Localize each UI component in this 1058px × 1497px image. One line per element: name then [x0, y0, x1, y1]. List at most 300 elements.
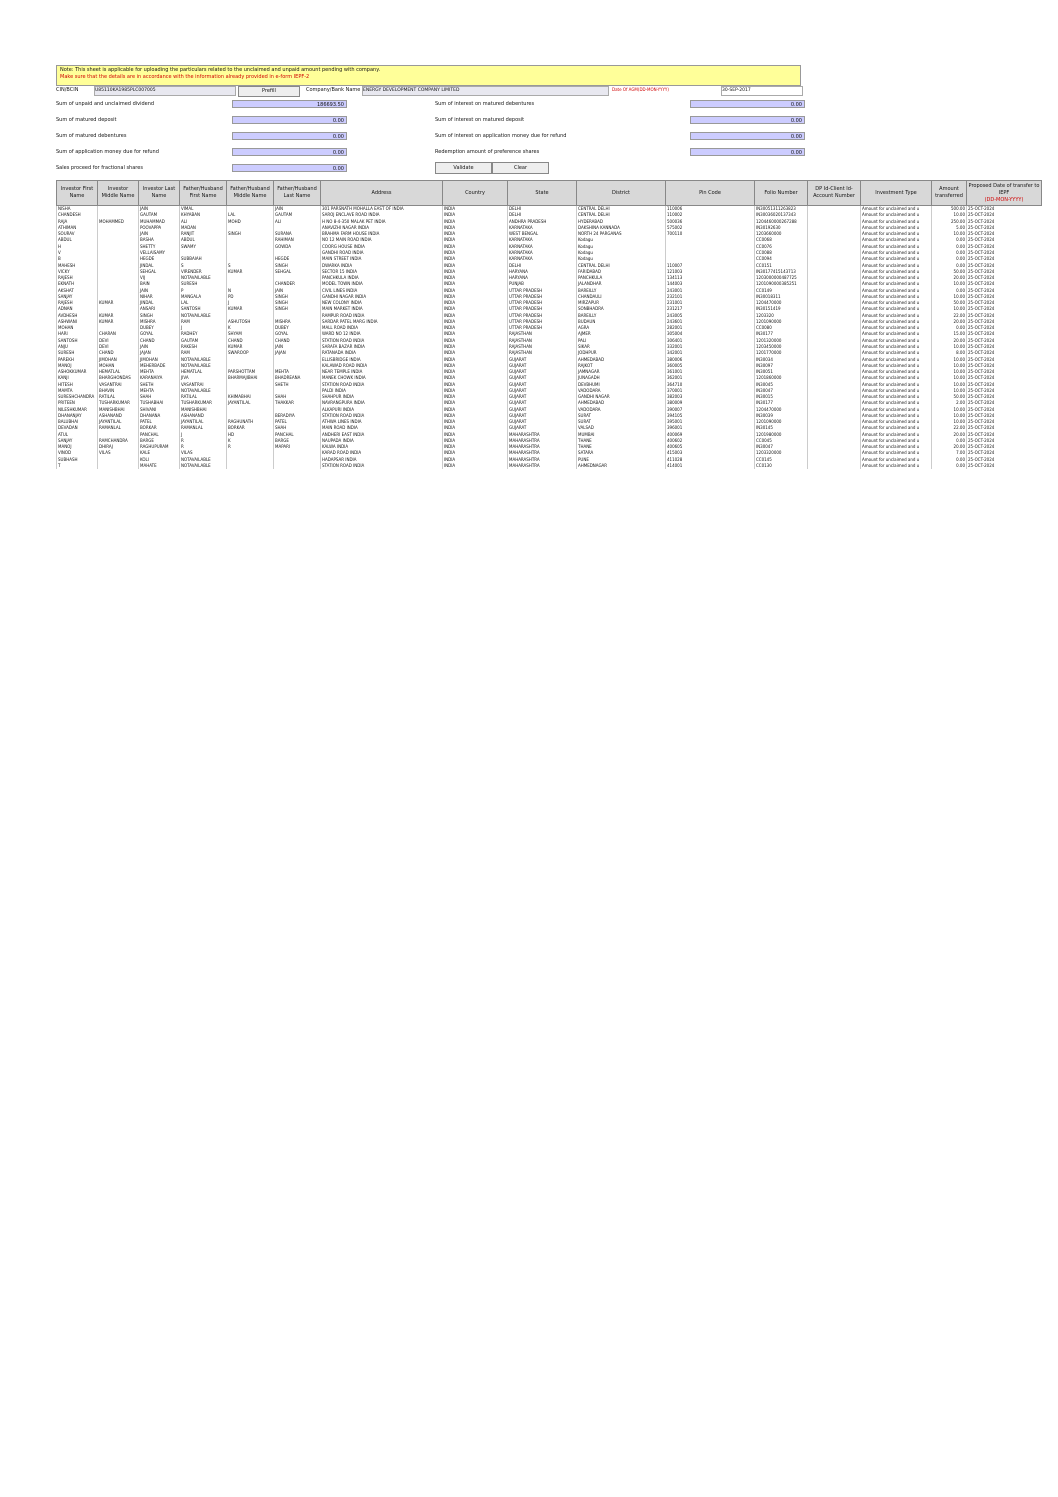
- table-cell[interactable]: KUMAR: [98, 319, 139, 325]
- unpaid-dividend-field[interactable]: 186693.50: [232, 100, 347, 108]
- table-cell[interactable]: PUNE: [577, 457, 666, 463]
- table-cell[interactable]: 25-OCT-2024: [967, 413, 1042, 419]
- table-cell[interactable]: 10.00: [932, 407, 967, 413]
- table-cell[interactable]: 50.00: [932, 394, 967, 400]
- table-cell[interactable]: MANISHBHAI: [98, 407, 139, 413]
- interest-debentures-field[interactable]: 0.00: [690, 100, 805, 108]
- table-cell[interactable]: 25-OCT-2024: [967, 313, 1042, 319]
- table-cell[interactable]: HARI: [57, 331, 98, 337]
- table-cell[interactable]: NOTAVAILABLE: [180, 457, 227, 463]
- table-cell[interactable]: DELHI: [508, 262, 577, 268]
- table-cell[interactable]: 25-OCT-2024: [967, 444, 1042, 450]
- table-cell[interactable]: BASHA: [139, 237, 180, 243]
- table-cell[interactable]: SURANA: [274, 231, 321, 237]
- table-cell[interactable]: MIRZAPUR: [577, 300, 666, 306]
- table-cell[interactable]: KUMAR: [98, 300, 139, 306]
- table-cell[interactable]: HEMATLAL: [98, 369, 139, 375]
- table-cell[interactable]: 25-OCT-2024: [967, 450, 1042, 456]
- table-cell[interactable]: 400602: [666, 438, 755, 444]
- table-cell[interactable]: VALSAD: [577, 425, 666, 431]
- table-cell[interactable]: CHANDESH: [57, 212, 98, 218]
- table-cell[interactable]: 1204460000267288: [755, 219, 808, 225]
- table-cell[interactable]: ATUL: [57, 432, 98, 438]
- table-cell[interactable]: RAJASTHAN: [508, 338, 577, 344]
- table-cell[interactable]: Amount for unclaimed and u: [861, 388, 932, 394]
- table-cell[interactable]: VELLAISAMY: [139, 250, 180, 256]
- table-cell[interactable]: 1203660000: [755, 231, 808, 237]
- table-cell[interactable]: 25-OCT-2024: [967, 300, 1042, 306]
- table-cell[interactable]: CC0068: [755, 237, 808, 243]
- table-cell[interactable]: SANTOSH: [57, 338, 98, 344]
- table-cell[interactable]: NOTAVAILABLE: [180, 275, 227, 281]
- table-cell[interactable]: 382003: [666, 394, 755, 400]
- table-cell[interactable]: MANGALA: [180, 294, 227, 300]
- table-cell[interactable]: CHAND: [274, 338, 321, 344]
- table-cell[interactable]: DWARKA INDIA: [321, 262, 443, 268]
- interest-deposit-field[interactable]: 0.00: [690, 116, 805, 124]
- table-cell[interactable]: Amount for unclaimed and u: [861, 219, 932, 225]
- table-cell[interactable]: 0.00: [932, 287, 967, 293]
- table-cell[interactable]: 25-OCT-2024: [967, 432, 1042, 438]
- table-cell[interactable]: UTTAR PRADESH: [508, 294, 577, 300]
- table-cell[interactable]: STATION ROAD INDIA: [321, 381, 443, 387]
- table-cell[interactable]: MEHTA: [139, 388, 180, 394]
- table-cell[interactable]: 25-OCT-2024: [967, 262, 1042, 268]
- table-cell[interactable]: IN30177415143713: [755, 269, 808, 275]
- table-cell[interactable]: HYDERABAD: [577, 219, 666, 225]
- table-cell[interactable]: NOTAVAILABLE: [180, 313, 227, 319]
- table-cell[interactable]: SHETTY: [139, 244, 180, 250]
- matured-deposit-field[interactable]: 0.00: [232, 116, 347, 124]
- table-cell[interactable]: 110007: [666, 262, 755, 268]
- table-cell[interactable]: [98, 206, 139, 213]
- table-cell[interactable]: RAJESH: [57, 275, 98, 281]
- table-cell[interactable]: BRAHMA FARM HOUSE INDIA: [321, 231, 443, 237]
- table-cell[interactable]: VADODARA: [577, 388, 666, 394]
- table-cell[interactable]: B: [57, 256, 98, 262]
- table-cell[interactable]: NISHA: [57, 206, 98, 213]
- table-cell[interactable]: INDIA: [443, 344, 508, 350]
- table-cell[interactable]: SARDAR PATEL MARG INDIA: [321, 319, 443, 325]
- table-cell[interactable]: 25-OCT-2024: [967, 219, 1042, 225]
- table-cell[interactable]: 10.00: [932, 306, 967, 312]
- table-cell[interactable]: Amount for unclaimed and u: [861, 287, 932, 293]
- table-cell[interactable]: IN30177: [755, 400, 808, 406]
- table-cell[interactable]: KALE: [139, 450, 180, 456]
- agm-date-field[interactable]: 30-SEP-2017: [721, 86, 803, 96]
- table-cell[interactable]: SINGH: [227, 231, 274, 237]
- table-cell[interactable]: 1204470000: [755, 300, 808, 306]
- table-cell[interactable]: N: [227, 287, 274, 293]
- table-cell[interactable]: HARYANA: [508, 269, 577, 275]
- table-cell[interactable]: SHYAM: [227, 331, 274, 337]
- table-cell[interactable]: BARGE: [139, 438, 180, 444]
- table-cell[interactable]: SANJAY: [57, 438, 98, 444]
- table-cell[interactable]: SHETH: [139, 381, 180, 387]
- table-cell[interactable]: HITESH: [57, 381, 98, 387]
- table-cell[interactable]: THANE: [577, 438, 666, 444]
- table-cell[interactable]: STATION ROAD INDIA: [321, 338, 443, 344]
- table-cell[interactable]: 10.00: [932, 381, 967, 387]
- table-cell[interactable]: SHAH: [274, 425, 321, 431]
- table-cell[interactable]: INDIA: [443, 262, 508, 268]
- table-cell[interactable]: JAIN: [139, 231, 180, 237]
- table-cell[interactable]: 5.00: [932, 225, 967, 231]
- table-cell[interactable]: PAREKH: [57, 356, 98, 362]
- table-cell[interactable]: ELLISBRIDGE INDIA: [321, 356, 443, 362]
- table-cell[interactable]: NEW COLONY INDIA: [321, 300, 443, 306]
- table-cell[interactable]: SHIVANI: [139, 407, 180, 413]
- table-cell[interactable]: CC0080: [755, 325, 808, 331]
- table-cell[interactable]: Amount for unclaimed and u: [861, 256, 932, 262]
- table-cell[interactable]: 25-OCT-2024: [967, 419, 1042, 425]
- table-cell[interactable]: Amount for unclaimed and u: [861, 356, 932, 362]
- table-cell[interactable]: INDIA: [443, 269, 508, 275]
- table-cell[interactable]: STATION ROAD INDIA: [321, 463, 443, 469]
- table-cell[interactable]: 0.00: [932, 262, 967, 268]
- matured-debentures-field[interactable]: 0.00: [232, 132, 347, 140]
- table-cell[interactable]: INDIA: [443, 363, 508, 369]
- table-cell[interactable]: 700110: [666, 231, 755, 237]
- table-cell[interactable]: 25-OCT-2024: [967, 206, 1042, 213]
- table-cell[interactable]: AHMEDNAGAR: [577, 463, 666, 469]
- table-cell[interactable]: KOLI: [139, 457, 180, 463]
- table-cell[interactable]: SWAMY: [180, 244, 227, 250]
- table-cell[interactable]: IN30034: [755, 356, 808, 362]
- table-cell[interactable]: 25-OCT-2024: [967, 281, 1042, 287]
- table-cell[interactable]: H: [57, 244, 98, 250]
- table-cell[interactable]: INDIA: [443, 356, 508, 362]
- table-cell[interactable]: DAKSHINA KANNADA: [577, 225, 666, 231]
- table-cell[interactable]: INDIA: [443, 313, 508, 319]
- table-cell[interactable]: KUMAR: [227, 306, 274, 312]
- table-cell[interactable]: H NO 8-4-350 MALAK PET INDIA: [321, 219, 443, 225]
- table-cell[interactable]: UTTAR PRADESH: [508, 325, 577, 331]
- table-cell[interactable]: MUHAMMAD: [139, 219, 180, 225]
- table-cell[interactable]: INDIA: [443, 244, 508, 250]
- table-cell[interactable]: CC0149: [755, 287, 808, 293]
- table-cell[interactable]: CC0151: [755, 262, 808, 268]
- table-cell[interactable]: CHANDER: [274, 281, 321, 287]
- table-cell[interactable]: GAUTAM: [180, 338, 227, 344]
- table-cell[interactable]: JINDAL: [139, 262, 180, 268]
- table-cell[interactable]: CC0088: [755, 250, 808, 256]
- table-cell[interactable]: IN30036020137343: [755, 212, 808, 218]
- table-cell[interactable]: IN30047: [755, 388, 808, 394]
- table-cell[interactable]: INDIA: [443, 325, 508, 331]
- table-cell[interactable]: 243601: [666, 319, 755, 325]
- table-cell[interactable]: 25-OCT-2024: [967, 306, 1042, 312]
- table-cell[interactable]: K: [227, 438, 274, 444]
- table-cell[interactable]: WEST BENGAL: [508, 231, 577, 237]
- table-cell[interactable]: Amount for unclaimed and u: [861, 457, 932, 463]
- table-cell[interactable]: EKNATH: [57, 281, 98, 287]
- table-cell[interactable]: JAYANTILAL: [180, 419, 227, 425]
- table-cell[interactable]: 1201860000: [755, 375, 808, 381]
- table-cell[interactable]: KUMAR: [227, 344, 274, 350]
- table-cell[interactable]: 360005: [666, 363, 755, 369]
- table-cell[interactable]: MEHERBADE: [139, 363, 180, 369]
- table-cell[interactable]: MISHRA: [139, 319, 180, 325]
- table-cell[interactable]: IN30018311: [755, 294, 808, 300]
- table-cell[interactable]: 50.00: [932, 269, 967, 275]
- table-cell[interactable]: HARYANA: [508, 275, 577, 281]
- table-cell[interactable]: KARNATAKA: [508, 225, 577, 231]
- table-cell[interactable]: 121003: [666, 269, 755, 275]
- table-cell[interactable]: 380006: [666, 356, 755, 362]
- table-cell[interactable]: RAJA: [57, 219, 98, 225]
- table-cell[interactable]: BERADIYA: [274, 413, 321, 419]
- table-cell[interactable]: 20.00: [932, 275, 967, 281]
- table-cell[interactable]: ASHANAND: [180, 413, 227, 419]
- table-cell[interactable]: INDIA: [443, 394, 508, 400]
- table-cell[interactable]: 25-OCT-2024: [967, 407, 1042, 413]
- table-cell[interactable]: 396001: [666, 425, 755, 431]
- table-cell[interactable]: MODEL TOWN INDIA: [321, 281, 443, 287]
- table-cell[interactable]: R: [227, 444, 274, 450]
- table-cell[interactable]: GAUTAM: [139, 212, 180, 218]
- table-cell[interactable]: 0.00: [932, 325, 967, 331]
- table-cell[interactable]: INDIA: [443, 381, 508, 387]
- table-cell[interactable]: KARNATAKA: [508, 244, 577, 250]
- table-cell[interactable]: KARNATAKA: [508, 256, 577, 262]
- table-cell[interactable]: 575002: [666, 225, 755, 231]
- table-cell[interactable]: 134113: [666, 275, 755, 281]
- table-cell[interactable]: 25-OCT-2024: [967, 457, 1042, 463]
- table-cell[interactable]: DHANANA: [139, 413, 180, 419]
- table-cell[interactable]: BHARMAJIBHAI: [227, 375, 274, 381]
- table-cell[interactable]: HEMATLAL: [180, 369, 227, 375]
- table-cell[interactable]: UTTAR PRADESH: [508, 313, 577, 319]
- table-cell[interactable]: PALDI INDIA: [321, 388, 443, 394]
- table-cell[interactable]: BHAVIN: [98, 388, 139, 394]
- table-cell[interactable]: 400069: [666, 432, 755, 438]
- table-cell[interactable]: JAIN: [139, 287, 180, 293]
- table-cell[interactable]: MAHARASHTRA: [508, 450, 577, 456]
- table-cell[interactable]: DEVADAN: [57, 425, 98, 431]
- table-cell[interactable]: SHETH: [274, 381, 321, 387]
- table-cell[interactable]: 22.00: [932, 313, 967, 319]
- table-cell[interactable]: GUJARAT: [508, 407, 577, 413]
- table-cell[interactable]: 25-OCT-2024: [967, 438, 1042, 444]
- application-money-field[interactable]: 0.00: [232, 148, 347, 156]
- table-cell[interactable]: 415003: [666, 450, 755, 456]
- table-cell[interactable]: INDIA: [443, 388, 508, 394]
- table-cell[interactable]: TUSHARKUMAR: [180, 400, 227, 406]
- table-cell[interactable]: Amount for unclaimed and u: [861, 275, 932, 281]
- table-cell[interactable]: ASHWANI: [57, 319, 98, 325]
- table-cell[interactable]: 390007: [666, 407, 755, 413]
- table-cell[interactable]: GANDHI NAGAR: [577, 394, 666, 400]
- table-cell[interactable]: DUBEY: [274, 325, 321, 331]
- table-cell[interactable]: GUJARAT: [508, 375, 577, 381]
- table-cell[interactable]: BORKAR: [139, 425, 180, 431]
- table-cell[interactable]: RAM: [180, 319, 227, 325]
- table-cell[interactable]: 10.00: [932, 356, 967, 362]
- table-cell[interactable]: RAMPUR ROAD INDIA: [321, 313, 443, 319]
- table-cell[interactable]: 0.00: [932, 244, 967, 250]
- table-cell[interactable]: Amount for unclaimed and u: [861, 450, 932, 456]
- table-cell[interactable]: ATHIMAN: [57, 225, 98, 231]
- table-cell[interactable]: PALI: [577, 338, 666, 344]
- table-cell[interactable]: 0.00: [932, 250, 967, 256]
- table-cell[interactable]: Amount for unclaimed and u: [861, 319, 932, 325]
- table-cell[interactable]: 25-OCT-2024: [967, 325, 1042, 331]
- table-cell[interactable]: CC0145: [755, 457, 808, 463]
- validate-button[interactable]: Validate: [435, 162, 492, 174]
- table-cell[interactable]: 110002: [666, 212, 755, 218]
- table-cell[interactable]: MANOJ: [57, 363, 98, 369]
- table-cell[interactable]: VINOD: [57, 450, 98, 456]
- table-cell[interactable]: K: [227, 325, 274, 331]
- table-cell[interactable]: PD: [227, 294, 274, 300]
- table-cell[interactable]: 25-OCT-2024: [967, 363, 1042, 369]
- table-cell[interactable]: THANE: [577, 444, 666, 450]
- table-cell[interactable]: 306401: [666, 338, 755, 344]
- table-cell[interactable]: 25-OCT-2024: [967, 338, 1042, 344]
- table-cell[interactable]: ASHOKKUMAR: [57, 369, 98, 375]
- table-cell[interactable]: 1201090000: [755, 419, 808, 425]
- table-cell[interactable]: 364710: [666, 381, 755, 387]
- table-cell[interactable]: SAROJ ENCLAVE ROAD INDIA: [321, 212, 443, 218]
- table-cell[interactable]: NILESHKUMAR: [57, 407, 98, 413]
- table-cell[interactable]: VASANTRAI: [98, 381, 139, 387]
- table-cell[interactable]: JAMNAGAR: [577, 369, 666, 375]
- table-cell[interactable]: FARIDABAD: [577, 269, 666, 275]
- table-cell[interactable]: AHMEDABAD: [577, 400, 666, 406]
- table-cell[interactable]: Amount for unclaimed and u: [861, 463, 932, 469]
- table-cell[interactable]: SUBBAIAH: [180, 256, 227, 262]
- table-cell[interactable]: 25-OCT-2024: [967, 331, 1042, 337]
- table-cell[interactable]: POOVAPPA: [139, 225, 180, 231]
- table-cell[interactable]: GUJARAT: [508, 381, 577, 387]
- table-cell[interactable]: ASHANAND: [98, 413, 139, 419]
- table-cell[interactable]: AVDHESH: [57, 313, 98, 319]
- table-cell[interactable]: CHANDAULI: [577, 294, 666, 300]
- table-cell[interactable]: 342001: [666, 350, 755, 356]
- table-cell[interactable]: IN30145: [755, 425, 808, 431]
- table-cell[interactable]: GUJARAT: [508, 419, 577, 425]
- table-cell[interactable]: SONBHADRA: [577, 306, 666, 312]
- table-cell[interactable]: TUSHABHAI: [139, 400, 180, 406]
- table-cell[interactable]: DHIRAJ: [98, 444, 139, 450]
- table-cell[interactable]: IN30097: [755, 363, 808, 369]
- table-cell[interactable]: Amount for unclaimed and u: [861, 400, 932, 406]
- table-cell[interactable]: S: [227, 262, 274, 268]
- table-cell[interactable]: 50.00: [932, 300, 967, 306]
- table-cell[interactable]: CHARAN: [98, 331, 139, 337]
- table-cell[interactable]: 305004: [666, 331, 755, 337]
- table-cell[interactable]: 25-OCT-2024: [967, 294, 1042, 300]
- table-cell[interactable]: VILAS: [98, 450, 139, 456]
- table-cell[interactable]: RAJKOT: [577, 363, 666, 369]
- table-cell[interactable]: 361001: [666, 369, 755, 375]
- table-cell[interactable]: Kodagu: [577, 244, 666, 250]
- table-cell[interactable]: JAJAN: [139, 350, 180, 356]
- table-cell[interactable]: ABDUL: [180, 237, 227, 243]
- table-cell[interactable]: 1201090000: [755, 319, 808, 325]
- table-cell[interactable]: Amount for unclaimed and u: [861, 313, 932, 319]
- table-cell[interactable]: 20.00: [932, 444, 967, 450]
- table-cell[interactable]: INDIA: [443, 287, 508, 293]
- table-cell[interactable]: INDIA: [443, 338, 508, 344]
- table-cell[interactable]: PANCHKULA INDIA: [321, 275, 443, 281]
- table-cell[interactable]: Amount for unclaimed and u: [861, 300, 932, 306]
- table-cell[interactable]: 0.00: [932, 256, 967, 262]
- table-cell[interactable]: RAKESH: [180, 344, 227, 350]
- table-cell[interactable]: 25-OCT-2024: [967, 212, 1042, 218]
- table-cell[interactable]: DELHI: [508, 206, 577, 213]
- table-cell[interactable]: GOYAL: [139, 331, 180, 337]
- table-cell[interactable]: 231001: [666, 300, 755, 306]
- table-cell[interactable]: INDIA: [443, 375, 508, 381]
- table-cell[interactable]: ABDUL: [57, 237, 98, 243]
- table-cell[interactable]: 10.00: [932, 369, 967, 375]
- table-cell[interactable]: Amount for unclaimed and u: [861, 344, 932, 350]
- table-cell[interactable]: CC0076: [755, 244, 808, 250]
- table-cell[interactable]: SEHGAL: [274, 269, 321, 275]
- table-cell[interactable]: 231217: [666, 306, 755, 312]
- table-cell[interactable]: INDIA: [443, 212, 508, 218]
- table-cell[interactable]: GUJARAT: [508, 425, 577, 431]
- table-cell[interactable]: J: [180, 325, 227, 331]
- table-cell[interactable]: Amount for unclaimed and u: [861, 231, 932, 237]
- table-cell[interactable]: LAL: [227, 212, 274, 218]
- interest-application-field[interactable]: 0.00: [690, 132, 805, 140]
- table-cell[interactable]: ANDHERI EAST INDIA: [321, 432, 443, 438]
- table-cell[interactable]: MOHAN: [57, 325, 98, 331]
- table-cell[interactable]: ANAVIZHI NAGAR INDIA: [321, 225, 443, 231]
- table-cell[interactable]: Amount for unclaimed and u: [861, 444, 932, 450]
- table-cell[interactable]: INDIA: [443, 457, 508, 463]
- table-cell[interactable]: MAHARASHTRA: [508, 444, 577, 450]
- table-cell[interactable]: Amount for unclaimed and u: [861, 425, 932, 431]
- table-cell[interactable]: ANDHRA PRADESH: [508, 219, 577, 225]
- table-cell[interactable]: RATANADA INDIA: [321, 350, 443, 356]
- table-cell[interactable]: CC0045: [755, 438, 808, 444]
- table-cell[interactable]: R: [180, 444, 227, 450]
- table-cell[interactable]: UTTAR PRADESH: [508, 319, 577, 325]
- table-cell[interactable]: PANCHAL: [274, 432, 321, 438]
- table-cell[interactable]: AHMEDABAD: [577, 356, 666, 362]
- table-cell[interactable]: 25-OCT-2024: [967, 244, 1042, 250]
- table-cell[interactable]: 10.00: [932, 212, 967, 218]
- table-cell[interactable]: Amount for unclaimed and u: [861, 413, 932, 419]
- table-cell[interactable]: GOWDA: [274, 244, 321, 250]
- table-cell[interactable]: INDIA: [443, 400, 508, 406]
- table-cell[interactable]: NAUPADA INDIA: [321, 438, 443, 444]
- table-cell[interactable]: VIRENDER: [180, 269, 227, 275]
- table-cell[interactable]: MAMTA: [57, 388, 98, 394]
- table-cell[interactable]: CHAND: [139, 338, 180, 344]
- table-cell[interactable]: 282001: [666, 325, 755, 331]
- table-cell[interactable]: MAIN ROAD INDIA: [321, 425, 443, 431]
- table-cell[interactable]: INDIA: [443, 444, 508, 450]
- table-cell[interactable]: 25-OCT-2024: [967, 250, 1042, 256]
- table-cell[interactable]: 10.00: [932, 413, 967, 419]
- table-cell[interactable]: KALAWAD ROAD INDIA: [321, 363, 443, 369]
- table-cell[interactable]: BARGE: [274, 438, 321, 444]
- table-cell[interactable]: PANCHAL: [139, 432, 180, 438]
- table-cell[interactable]: AGRA: [577, 325, 666, 331]
- table-cell[interactable]: SINGH: [274, 262, 321, 268]
- table-cell[interactable]: Amount for unclaimed and u: [861, 225, 932, 231]
- table-cell[interactable]: INDIA: [443, 219, 508, 225]
- table-cell[interactable]: 25-OCT-2024: [967, 400, 1042, 406]
- table-cell[interactable]: NAVRANGPURA INDIA: [321, 400, 443, 406]
- table-cell[interactable]: 1203000000487725: [755, 275, 808, 281]
- table-cell[interactable]: PATEL: [139, 419, 180, 425]
